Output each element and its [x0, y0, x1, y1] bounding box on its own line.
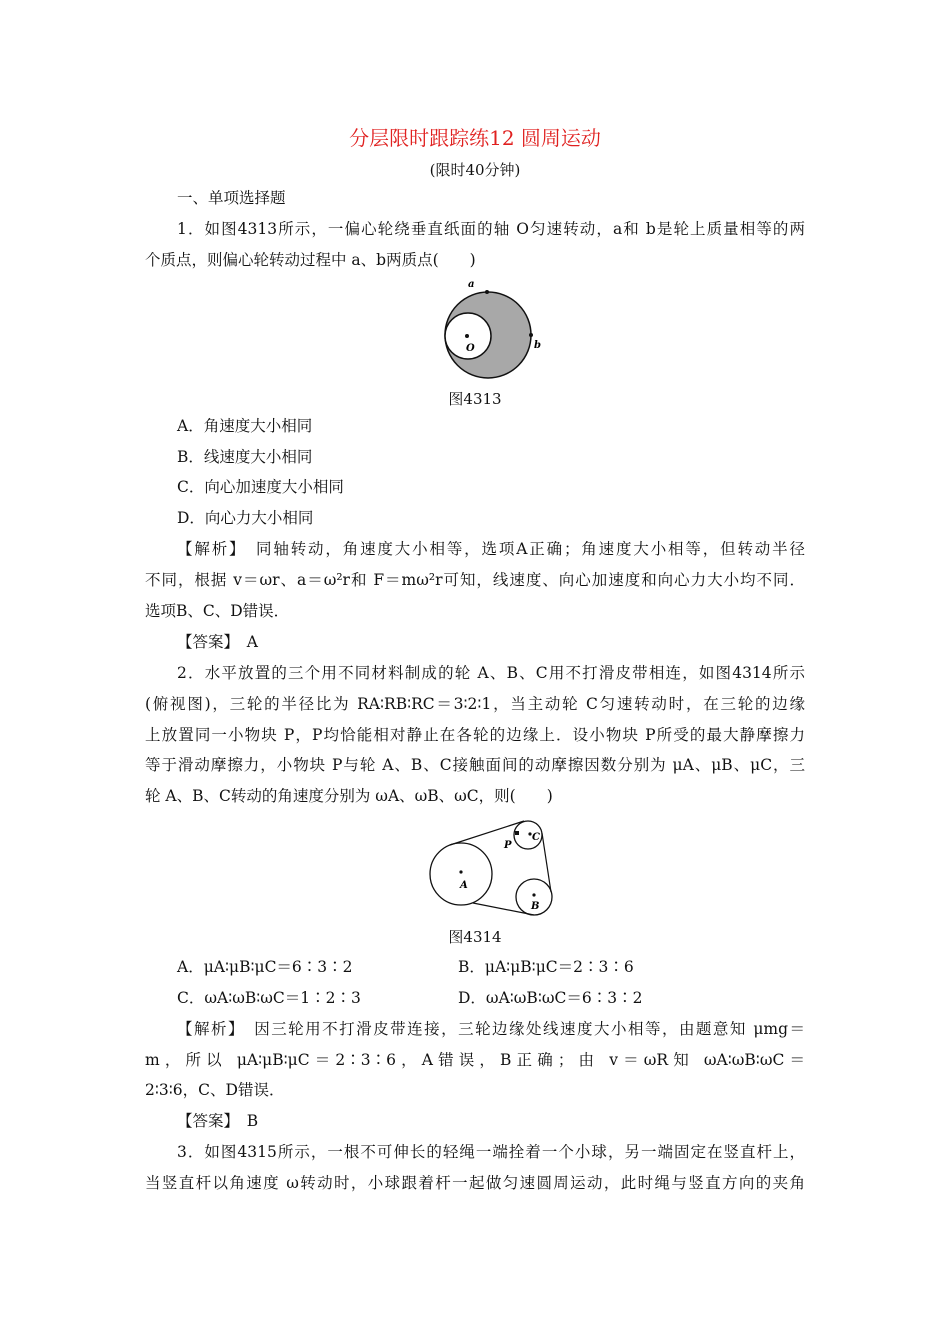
figure-caption: 图4314 [448, 928, 502, 946]
belt-top [450, 821, 524, 845]
q2-option-d: D．ωA∶ωB∶ωC＝6∶3∶2 [458, 989, 643, 1007]
label-b: b [534, 340, 541, 351]
q2-option-b: B．μA∶μB∶μC＝2∶3∶6 [458, 958, 634, 976]
q2-stem-line: 2．水平放置的三个用不同材料制成的轮 A、B、C用不打滑皮带相连，如图4314所示 [177, 664, 805, 682]
point-a [485, 290, 489, 294]
page-title: 分层限时跟踪练12 圆周运动 [349, 126, 601, 150]
point-b [529, 333, 533, 337]
section-heading: 一、单项选择题 [177, 189, 286, 207]
q1-answer: 【答案】 A [177, 633, 258, 651]
label-a: A [460, 880, 468, 891]
label-c: C [532, 832, 540, 843]
figure-caption: 图4313 [448, 390, 502, 408]
q2-answer: 【答案】 B [177, 1112, 259, 1130]
q1-option-b: B．线速度大小相同 [177, 448, 313, 466]
figure-4313-eccentric-wheel [430, 280, 550, 385]
q1-option-c: C．向心加速度大小相同 [177, 478, 344, 496]
q2-stem-line: (俯视图)，三轮的半径比为 RA∶RB∶RC＝3∶2∶1，当主动轮 C匀速转动时，在三轮的边缘 [145, 695, 805, 713]
q3-stem-line: 3．如图4315所示，一根不可伸长的轻绳一端拴着一个小球，另一端固定在竖直杆上， [177, 1143, 805, 1161]
block-p [515, 831, 519, 835]
label-b: B [531, 901, 540, 912]
q1-option-a: A．角速度大小相同 [177, 417, 313, 435]
q2-option-a: A．μA∶μB∶μC＝6∶3∶2 [177, 958, 353, 976]
q1-analysis-line: 不同，根据 v＝ωr、a＝ω²r和 F＝mω²r可知，线速度、向心加速度和向心力大小均不同． [145, 571, 805, 589]
axis-point [465, 334, 469, 338]
q1-analysis-line: 【解析】 同轴转动，角速度大小相等，选项A正确；角速度大小相等，但转动半径 [177, 540, 805, 558]
time-limit: (限时40分钟) [429, 161, 521, 179]
label-o: O [466, 343, 475, 354]
q1-stem-line: 1．如图4313所示，一偏心轮绕垂直纸面的轴 O匀速转动，a和 b是轮上质量相等的两 [177, 220, 805, 238]
q2-stem-line: 等于滑动摩擦力，小物块 P与轮 A、B、C接触面间的动摩擦因数分别为 μA、μB、μC，三 [145, 756, 805, 774]
label-a: a [468, 280, 475, 290]
q2-option-c: C．ωA∶ωB∶ωC＝1∶2∶3 [177, 989, 361, 1007]
q3-stem-line: 当竖直杆以角速度 ω转动时，小球跟着杆一起做匀速圆周运动，此时绳与竖直方向的夹角 [145, 1174, 805, 1192]
wheel-a [430, 843, 492, 905]
q1-stem-line: 个质点，则偏心轮转动过程中 a、b两质点( ) [145, 251, 476, 269]
q2-analysis-line: 【解析】 因三轮用不打滑皮带连接，三轮边缘处线速度大小相等，由题意知 μmg＝ [177, 1020, 805, 1038]
q1-option-d: D．向心力大小相同 [177, 509, 314, 527]
q1-analysis-line: 选项B、C、D错误． [145, 602, 290, 620]
label-p: P [504, 840, 512, 851]
q2-analysis-line: 2∶3∶6，C、D错误． [145, 1081, 285, 1099]
q2-stem-line: 轮 A、B、C转动的角速度分别为 ωA、ωB、ωC，则( ) [145, 787, 553, 805]
q2-stem-line: 上放置同一小物块 P，P均恰能相对静止在各轮的边缘上．设小物块 P所受的最大静摩擦力 [145, 726, 805, 744]
figure-4314-belt-wheels [420, 815, 560, 920]
q2-analysis-line: m，所以 μA∶μB∶μC＝2∶3∶6，A错误，B正确；由 v＝ωR知 ωA∶ωB∶ωC＝ [145, 1051, 805, 1069]
